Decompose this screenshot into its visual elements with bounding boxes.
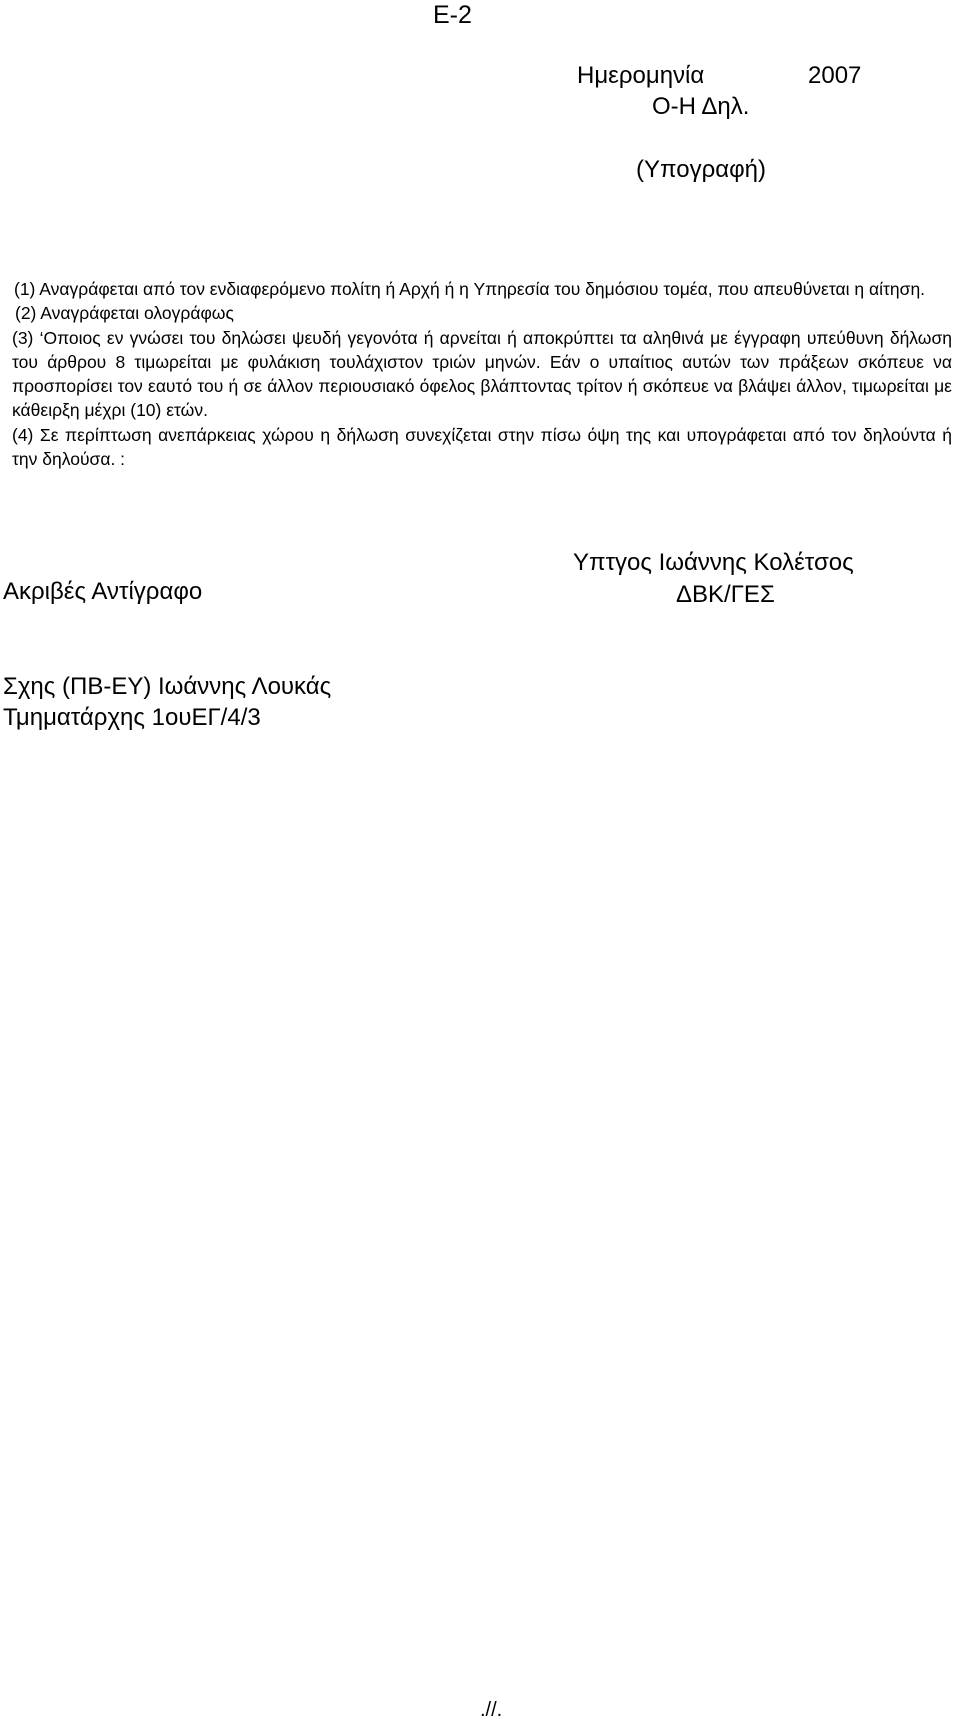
certifying-officer-name: Υπτγος Ιωάννης Κολέτσος xyxy=(573,549,854,576)
footnote-3: (3) ‘Οποιος εν γνώσει του δηλώσει ψευδή γεγονότα ή αρνείται ή αποκρύπτει τα αληθινά με έγγραφη υπεύθυνη δήλωση του άρθρου 8 τιμωρείται με φυλάκιση τουλάχιστον τριών μηνών. Εάν ο υπαίτιος αυτών των πράξεων σκόπευε να προσπορίσει τον εαυτό του ή σε άλλον περιουσιακό όφελος βλάπτοντας τρίτον ή σκόπευε να βλάψει άλλον, τιμωρείται με κάθειρξη μέχρι (10) ετών. xyxy=(12,327,952,421)
footnote-2: (2) Αναγράφεται ολογράφως xyxy=(15,303,234,324)
signature-label: (Υπογραφή) xyxy=(636,156,766,183)
second-officer-department: Τμηματάρχης 1ουΕΓ/4/3 xyxy=(3,704,261,731)
date-label: Ημερομηνία xyxy=(577,62,705,89)
date-year: 2007 xyxy=(808,62,862,89)
footnote-4: (4) Σε περίπτωση ανεπάρκειας χώρου η δήλωση συνεχίζεται στην πίσω όψη της και υπογράφεται από τον δηλούντα ή την δηλούσα. : xyxy=(12,424,952,470)
page-code: Ε-2 xyxy=(433,1,472,29)
footnote-1: (1) Αναγράφεται από τον ενδιαφερόμενο πολίτη ή Αρχή ή η Υπηρεσία του δημόσιου τομέα, που απευθύνεται η αίτηση. xyxy=(14,279,926,299)
declarant-label: Ο-Η Δηλ. xyxy=(652,93,750,120)
footnotes xyxy=(12,277,952,471)
end-mark: .//. xyxy=(480,1699,503,1721)
certifying-officer-department: ΔΒΚ/ΓΕΣ xyxy=(676,581,775,608)
second-officer-name: Σχης (ΠΒ-ΕΥ) Ιωάννης Λουκάς xyxy=(3,673,332,700)
certified-copy-label: Ακριβές Αντίγραφο xyxy=(3,578,203,605)
